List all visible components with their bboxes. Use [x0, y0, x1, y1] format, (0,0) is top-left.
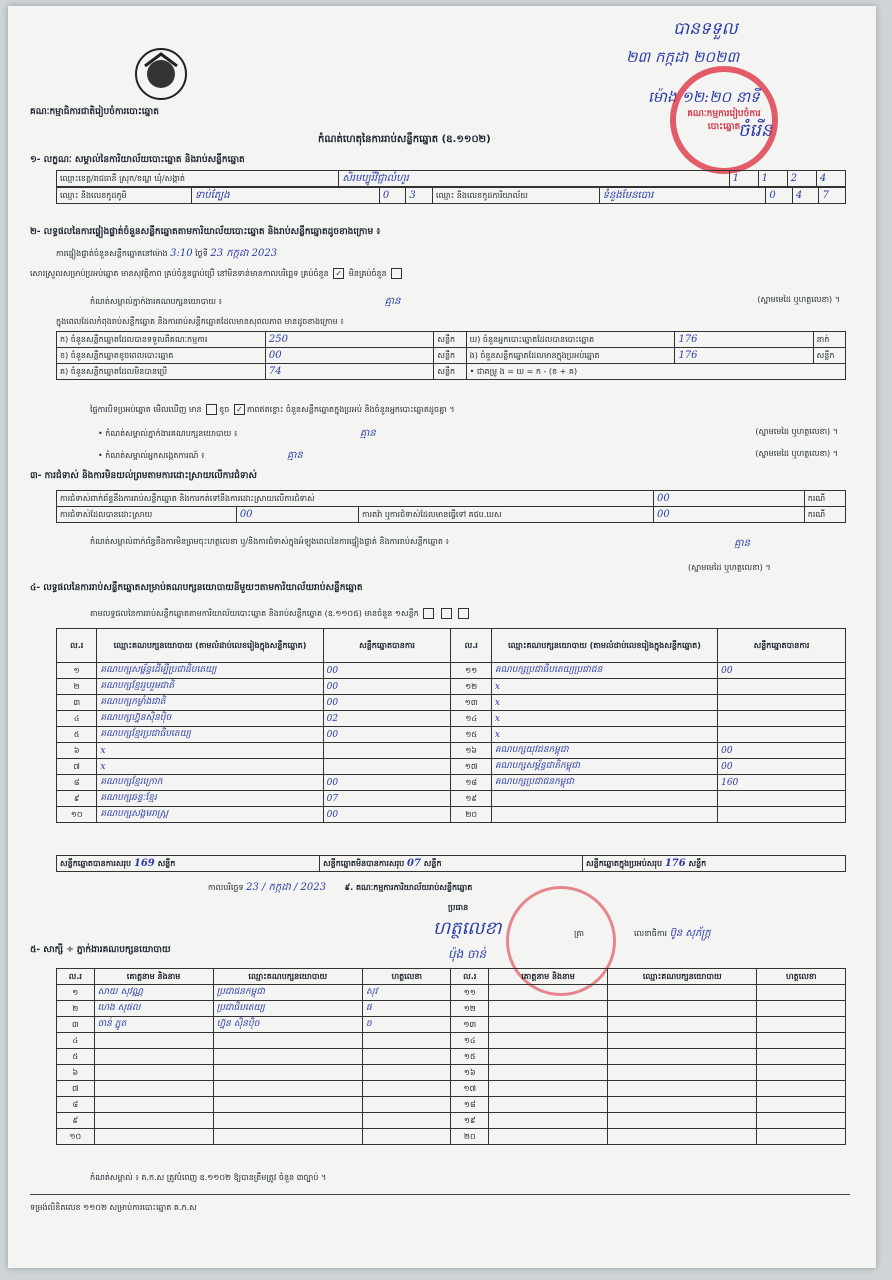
witness-party: ប្រជាធិបតេយ្យ	[213, 1001, 362, 1017]
row-number: ១	[57, 663, 97, 679]
witness-signature	[363, 1065, 451, 1081]
row-number: ១៩	[451, 1113, 489, 1129]
row-number: ៥	[57, 727, 97, 743]
vote-count: 00	[718, 743, 846, 759]
count-b-value: 00	[265, 348, 433, 364]
row-number: ១៣	[451, 1017, 489, 1033]
row-number: ៣	[57, 1017, 95, 1033]
witness-name	[489, 1097, 608, 1113]
row-number: ៧	[57, 759, 97, 775]
witness-name	[489, 1129, 608, 1145]
row-number: ១	[57, 985, 95, 1001]
witness-signature	[757, 985, 846, 1001]
row-number: ៨	[57, 775, 97, 791]
polling-station-table: ឈ្មោះ និងលេខកូដភូមិ ទាប់ត្បែង 0 3 ឈ្មោះ និងលេខកូដការិយាល័យ ទំនួងមែនបោរ 0 4 7	[56, 187, 846, 204]
witness-signature	[363, 1113, 451, 1129]
row-number: ១២	[451, 679, 491, 695]
witness-name	[489, 1113, 608, 1129]
row-number: ៤	[57, 711, 97, 727]
total-invalid-value: 07	[407, 857, 421, 869]
table-row	[57, 775, 846, 791]
count-a-value: 250	[265, 332, 433, 348]
vote-count: 00	[323, 695, 451, 711]
witness-party	[213, 1081, 362, 1097]
witness-table: ល.រ គោត្តនាម និងនាម ឈ្មោះគណបក្សនយោបាយ ហត្ថលេខា ល.រ គោត្តនាម និងនាម ឈ្មោះគណបក្សនយោបាយ ហត្ថលេខា ១ សាយ សុវណ្ណ ប្រជាជនកម្ពុជា សុវ ១១ ២ ហេង សុផល ប្រជាធិបតេយ្យ ផ ១២ ៣ ចាន់ ភ្នូត ហ្វ៊ុន ស៊ិនប៉ិច ច ១៣ ៤ ១៤ ៥ ១៥ ៦ ១៦ ៧ ១៧ ៨ ១៨ ៩ ១៩ ១០ ២០	[56, 968, 846, 1145]
party-name: គណបក្សហ្វ៊ុនស៊ិនប៉ិច	[97, 711, 323, 727]
total-ballots-value: 176	[664, 857, 686, 869]
observer-remark-2: • កំណត់សម្គាល់ភ្នាក់ងារគណបក្សនយោបាយ ៖ គ្មាន (ស្នាមមេដៃ ឬហត្ថលេខា) ។	[98, 427, 838, 439]
section-5-heading: ៥- សាក្សី ÷ ភ្នាក់ងារគណបក្សនយោបាយ	[30, 945, 171, 955]
row-number: ១៧	[451, 1081, 489, 1097]
observer-remark-4: កំណត់សម្គាល់ពាក់ព័ន្ធនឹងការមិនព្រមចុះហត្ថលេខា ឬ/និងការជំទាស់ក្នុងអំឡុងពេលនៃការផ្ទៀងផ្ទាត់ និងការរាប់សន្លឹកឆ្នោត ៖ គ្មាន	[90, 537, 750, 549]
witness-name	[489, 1001, 608, 1017]
vote-count: 00	[323, 679, 451, 695]
checkbox-incomplete[interactable]	[391, 268, 402, 279]
party-name: គណបក្សសម្ព័ន្ធដើម្បីប្រជាធិបតេយ្យ	[97, 663, 323, 679]
count-intro: ក្នុងពេលដែលកំពុងរាប់សន្លឹកឆ្នោត និងការរាប់សន្លឹកឆ្នោតដែលមានសុពលភាព មានដូចខាងក្រោម ៖	[56, 317, 344, 326]
row-number: ៥	[57, 1049, 95, 1065]
footer-form-id: ទម្រង់លិខិតលេខ ១១០២ សម្រាប់ការបោះឆ្នោត គ.ក.ស	[30, 1203, 197, 1212]
witness-signature	[757, 1113, 846, 1129]
vote-count: 00	[718, 663, 846, 679]
section-4-heading: ៤- លទ្ធផលនៃការរាប់សន្លឹកឆ្នោតសម្រាប់គណបក្សនយោបាយនីមួយៗតាមការិយាល័យរាប់សន្លឹកឆ្នោត	[30, 583, 363, 593]
witness-signature	[363, 1129, 451, 1145]
witness-signature	[757, 1065, 846, 1081]
opening-statement: ការផ្ទៀងផ្ទាត់ចំនួនសន្លឹកឆ្នោតនៅម៉ោង 3:10 ថ្ងៃទី 23 កក្កដា 2023	[56, 248, 278, 259]
row-number: ១៨	[451, 1097, 489, 1113]
receipt-note-time: ម៉ោង ១២:២០ នាទី	[648, 88, 760, 106]
witness-party	[608, 1017, 757, 1033]
witness-party	[608, 1113, 757, 1129]
table-row	[57, 679, 846, 695]
table-row	[57, 1097, 846, 1113]
row-number: ១៣	[451, 695, 491, 711]
row-number: ៩	[57, 791, 97, 807]
witness-signature	[757, 1017, 846, 1033]
party-results-table: ល.រ ឈ្មោះគណបក្សនយោបាយ (តាមលំដាប់លេខរៀងក្នុងសន្លឹកឆ្នោត) សន្លឹកឆ្នោតបានការ ល.រ ឈ្មោះគណបក្សនយោបាយ (តាមលំដាប់លេខរៀងក្នុងសន្លឹកឆ្នោត) សន្លឹកឆ្នោតបានការ ១ គណបក្សសម្ព័ន្ធដើម្បីប្រជាធិបតេយ្យ 00 ១១ គណបក្សប្រជាធិបតេយ្យប្រជាជន 00 ២ គណបក្សខ្មែររួបរួមជាតិ 00 ១២ x ៣ គណបក្សកម្លាំងជាតិ 00 ១៣ x ៤ គណបក្សហ្វ៊ុនស៊ិនប៉ិច 02 ១៤ x ៥ គណបក្សខ្មែរប្រជាធិបតេយ្យ 00 ១៥ x ៦ x ១៦ គណបក្សយុវជនកម្ពុជា 00 ៧ x ១៧ គណបក្សសម្ព័ន្ធជាតិកម្ពុជា 00 ៨ គណបក្សខ្មែរក្រោក 00 ១៨ គណបក្សប្រជាជនកម្ពុជា 160 ៩ គណបក្សឆន្ទៈខ្មែរ 07 ១៩ ១០ គណបក្សសង្គមរាស្ត្រ 00 ២០	[56, 628, 846, 823]
table-row	[57, 1033, 846, 1049]
count-d-value: 176	[675, 348, 813, 364]
table-row	[57, 1001, 846, 1017]
witness-signature: សុវ	[363, 985, 451, 1001]
vote-count: 07	[323, 791, 451, 807]
party-totals-table: សន្លឹកឆ្នោតបានការសរុប 169 សន្លឹក សន្លឹកឆ្នោតមិនបានការសរុប 07 សន្លឹក សន្លឹកឆ្នោតក្នុងប្រអប់សរុប 176 សន្លឹក	[56, 855, 846, 872]
party-name	[491, 807, 717, 823]
table-row	[57, 1017, 846, 1033]
witness-name: សាយ សុវណ្ណ	[94, 985, 213, 1001]
row-number: ១៤	[451, 711, 491, 727]
table-row	[57, 791, 846, 807]
witness-name	[94, 1065, 213, 1081]
count-c-value: 74	[265, 364, 433, 380]
seal-condition: ផ្ទៃការបិទប្រអប់ឆ្នោត មើលឃើញ មាន ខូច ✓ ភាពឥតខ្ចោះ ចំនួនសន្លឹកឆ្នោតក្នុងប្រអប់ និងចំនួនអ្នកបោះឆ្នោតដូចគ្នា ។	[90, 405, 455, 414]
vote-count: 00	[323, 807, 451, 823]
vote-count	[718, 727, 846, 743]
polling-info-table: ឈ្មោះខេត្ត/រាជធានី ស្រុក/ខណ្ឌ ឃុំ/សង្កាត់ សិរមប្បូរីវិជ្ជាលំហូរ 1 1 2 4	[56, 170, 846, 187]
witness-name	[94, 1097, 213, 1113]
table-row	[57, 663, 846, 679]
ballot-box-statement: សោរស្រួលសម្រាប់ប្រអប់ឆ្នោត មានសុវត្ថិភាព គ្រប់ចំនួនធ្លាប់ប្រើ នៅមិនទាន់មានកាលបរិច្ឆេទ គ្រប់ចំនួន ✓ មិនគ្រប់ចំនួន	[30, 268, 404, 280]
witness-name: ហេង សុផល	[94, 1001, 213, 1017]
row-number: ១៤	[451, 1033, 489, 1049]
chief-name: ប៉ុង ចាន់	[448, 947, 487, 961]
witness-party	[213, 1033, 362, 1049]
witness-party: ហ្វ៊ុន ស៊ិនប៉ិច	[213, 1017, 362, 1033]
witness-name	[94, 1129, 213, 1145]
witness-signature	[757, 1033, 846, 1049]
witness-signature	[363, 1081, 451, 1097]
witness-signature	[757, 1097, 846, 1113]
vote-count: 00	[323, 775, 451, 791]
party-name: x	[97, 743, 323, 759]
table-row	[57, 759, 846, 775]
row-number: ២	[57, 1001, 95, 1017]
witness-name	[489, 1065, 608, 1081]
row-number: ៩	[57, 1113, 95, 1129]
footer-note: កំណត់សម្គាល់ ៖ គ.ក.ស ត្រូវបំពេញ ឧ.១១០២ ឱ្យបានត្រឹមត្រូវ ចំនួន ៣ច្បាប់ ។	[90, 1173, 327, 1182]
witness-party	[213, 1065, 362, 1081]
complaints-count-2: 00	[236, 507, 358, 523]
vote-count	[323, 743, 451, 759]
witness-party	[608, 1065, 757, 1081]
row-number: ៣	[57, 695, 97, 711]
witness-name	[94, 1033, 213, 1049]
secretary-name: ប៊ូន សុភ័ក្ត្រ	[669, 928, 711, 939]
witness-signature: ច	[363, 1017, 451, 1033]
row-number: ១១	[451, 985, 489, 1001]
party-name: x	[491, 695, 717, 711]
witness-party	[213, 1097, 362, 1113]
party-name: x	[97, 759, 323, 775]
vote-count	[718, 791, 846, 807]
witness-party	[608, 1001, 757, 1017]
table-row	[57, 727, 846, 743]
chief-signature: ហត្ថលេខា	[433, 918, 502, 939]
observer-remark-3: • កំណត់សម្គាល់អ្នកសង្កេតការណ៍ ៖ គ្មាន (ស្នាមមេដៃ ឬហត្ថលេខា) ។	[98, 449, 838, 461]
table-row	[57, 743, 846, 759]
witness-signature: ផ	[363, 1001, 451, 1017]
section-4-intro: តាមលទ្ធផលនៃការរាប់សន្លឹកឆ្នោតតាមការិយាល័យបោះឆ្នោត និងរាប់សន្លឹកឆ្នោត (ឧ.១១០៥) មានចំនួន ១សន្លឹក	[90, 608, 471, 620]
complaints-count-1: 00	[653, 491, 804, 507]
witness-party	[213, 1129, 362, 1145]
witness-name	[94, 1113, 213, 1129]
row-number: ១៦	[451, 743, 491, 759]
commission-name: គណៈកម្មាធិការជាតិរៀបចំការបោះឆ្នោត	[30, 107, 159, 117]
row-number: ១៥	[451, 1049, 489, 1065]
party-name: គណបក្សសម្ព័ន្ធជាតិកម្ពុជា	[491, 759, 717, 775]
vote-count: 00	[323, 663, 451, 679]
party-name: គណបក្សខ្មែរក្រោក	[97, 775, 323, 791]
total-valid-value: 169	[133, 857, 155, 869]
complaints-table: ការជំទាស់ពាក់ព័ន្ធនឹងការរាប់សន្លឹកឆ្នោត និងការកត់ទៅនឹងការដោះស្រាយលើការជំទាស់ 00 ករណី ការជំទាស់ដែលបានដោះស្រាយ 00 ការតវ៉ា ឬការជំទាស់ដែលមានធ្វើទៅ គជប.ឃស 00 ករណី	[56, 490, 846, 523]
party-name: x	[491, 679, 717, 695]
party-name: គណបក្សសង្គមរាស្ត្រ	[97, 807, 323, 823]
row-number: ៨	[57, 1097, 95, 1113]
row-number: ៦	[57, 1065, 95, 1081]
witness-name	[94, 1081, 213, 1097]
vote-count	[718, 679, 846, 695]
receipt-note-date: ២៣ កក្កដា ២០២៣	[626, 48, 740, 66]
row-number: ១៧	[451, 759, 491, 775]
party-name: គណបក្សខ្មែរប្រជាធិបតេយ្យ	[97, 727, 323, 743]
receipt-note-title: បានទទួល	[673, 19, 738, 39]
witness-party	[608, 1129, 757, 1145]
table-row	[57, 695, 846, 711]
witness-name: ចាន់ ភ្នូត	[94, 1017, 213, 1033]
row-number: ២០	[451, 1129, 489, 1145]
document-page: គណៈកម្មាធិការជាតិរៀបចំការបោះឆ្នោត បានទទួល ២៣ កក្កដា ២០២៣ ម៉ោង ១២:២០ នាទី ចំរើន គណៈកម្មការរៀបចំការបោះឆ្នោត កំណត់ហេតុនៃការរាប់សន្លឹកឆ្នោត (ឧ.១១០២) ១- លក្ខណៈ សម្គាល់នៃការិយាល័យបោះឆ្នោត និងរាប់សន្លឹកឆ្នោត ឈ្មោះខេត្ត/រាជធានី ស្រុក/ខណ្ឌ ឃុំ/សង្កាត់ សិរមប្បូរីវិជ្ជាលំហូរ 1 1 2 4 ឈ្មោះ និងលេខកូដភូមិ ទាប់ត្បែង 0 3 ឈ្មោះ និងលេខកូដការិយាល័យ ទំនួងមែនបោរ 0 4 7 ២- លទ្ធផលនៃការផ្ទៀងផ្ទាត់ចំនួនសន្លឹកឆ្នោតតាមការិយាល័យបោះឆ្នោត និងរាប់សន្លឹកឆ្នោតដូចខាងក្រោម ៖ ការផ្ទៀងផ្ទាត់ចំនួនសន្លឹកឆ្នោតនៅម៉ោង 3:10 ថ្ងៃទី 23 កក្កដា 2023 សោរស្រួលសម្រាប់ប្រអប់ឆ្នោត មានសុវត្ថិភាព គ្រប់ចំនួនធ្លាប់ប្រើ នៅមិនទាន់មានកាលបរិច្ឆេទ គ្រប់ចំនួន ✓ មិនគ្រប់ចំនួន កំណត់សម្គាល់ភ្នាក់ងារគណបក្សនយោបាយ ៖ គ្មាន (ស្នាមមេដៃ ឬហត្ថលេខា) ។ ក្នុងពេលដែលកំពុងរាប់សន្លឹកឆ្នោត និងការរាប់សន្លឹកឆ្នោតដែលមានសុពលភាព មានដូចខាងក្រោម ៖ ក) ចំនួនសន្លឹកឆ្នោតដែលបានទទួលពីគណៈកម្មការ 250 សន្លឹក ឃ) ចំនួនអ្នកបោះឆ្នោតដែលបានបោះឆ្នោត 176 នាក់ ខ) ចំនួនសន្លឹកឆ្នោតខូចពេលបោះឆ្នោត 00 សន្លឹក ង) ចំនួនសន្លឹកឆ្នោតដែលមានក្នុងប្រអប់ឆ្នោត 176 សន្លឹក គ) ចំនួនសន្លឹកឆ្នោតដែលមិនបានប្រើ 74 សន្លឹក • ជាគម្រូ ង = ឃ = ក - (ខ + គ) ផ្ទៃការបិទប្រអប់ឆ្នោត មើលឃើញ មាន ខូច ✓ ភាពឥតខ្ចោះ ចំនួនសន្លឹកឆ្នោតក្នុងប្រអប់ និងចំនួនអ្នកបោះឆ្នោតដូចគ្នា ។ • កំណត់សម្គាល់ភ្នាក់ងារគណបក្សនយោបាយ ៖ គ្មាន (ស្នាមមេដៃ ឬហត្ថលេខា) ។ • កំណត់សម្គាល់អ្នកសង្កេតការណ៍ ៖ គ្មាន (ស្នាមមេដៃ ឬហត្ថលេខា) ។ ៣- ការជំទាស់ និងការមិនយល់ព្រមតាមការដោះស្រាយលើការជំទាស់ ការជំទាស់ពាក់ព័ន្ធនឹងការរាប់សន្លឹកឆ្នោត និងការកត់ទៅនឹងការដោះស្រាយលើការជំទាស់ 00 ករណី ការជំទាស់ដែលបានដោះស្រាយ 00 ការតវ៉ា ឬការជំទាស់ដែលមានធ្វើទៅ គជប.ឃស 00 ករណី កំណត់សម្គាល់ពាក់ព័ន្ធនឹងការមិនព្រមចុះហត្ថលេខា ឬ/និងការជំទាស់ក្នុងអំឡុងពេលនៃការផ្ទៀងផ្ទាត់ និងការរាប់សន្លឹកឆ្នោត ៖ គ្មាន (ស្នាមមេដៃ ឬហត្ថលេខា) ។ ៤- លទ្ធផលនៃការរាប់សន្លឹកឆ្នោតសម្រាប់គណបក្សនយោបាយនីមួយៗតាមការិយាល័យរាប់សន្លឹកឆ្នោត តាមលទ្ធផលនៃការរាប់សន្លឹកឆ្នោតតាមការិយាល័យបោះឆ្នោត និងរាប់សន្លឹកឆ្នោត (ឧ.១១០៥) មានចំនួន ១សន្លឹក ល.រ ឈ្មោះគណបក្សនយោបាយ (តាមលំដាប់លេខរៀងក្នុងសន្លឹកឆ្នោត) សន្លឹកឆ្នោតបានការ ល.រ ឈ្មោះគណបក្សនយោបាយ (តាមលំដាប់លេខរៀងក្នុងសន្លឹកឆ្នោត) សន្លឹកឆ្នោតបានការ ១ គណបក្សសម្ព័ន្ធដើម្បីប្រជាធិបតេយ្យ 00 ១១ គណបក្សប្រជាធិបតេយ្យប្រជាជន 00 ២ គណបក្សខ្មែររួបរួមជាតិ 00 ១២ x ៣ គណបក្សកម្លាំងជាតិ 00 ១៣ x ៤ គណបក្សហ្វ៊ុនស៊ិនប៉ិច 02 ១៤ x ៥ គណបក្សខ្មែរប្រជាធិបតេយ្យ 00 ១៥ x ៦ x ១៦ គណបក្សយុវជនកម្ពុជា 00 ៧ x ១៧ គណបក្សសម្ព័ន្ធជាតិកម្ពុជា 00 ៨ គណបក្សខ្មែរក្រោក 00 ១៨ គណបក្សប្រជាជនកម្ពុជា 160 ៩ គណបក្សឆន្ទៈខ្មែរ 07 ១៩ ១០ គណបក្សសង្គមរាស្ត្រ 00 ២០ សន្លឹកឆ្នោតបានការសរុប 169 សន្លឹក សន្លឹកឆ្នោតមិនបានការសរុប 07 សន្លឹក សន្លឹកឆ្នោតក្នុងប្រអប់សរុប 176 សន្លឹក កាលបរិច្ឆេទ 23 / កក្កដា / 2023 ៩. គណៈកម្មការការិយាល័យរាប់សន្លឹកឆ្នោត ប្រធាន ហត្ថលេខា ត្រា ប៉ុង ចាន់ លេខាធិការ ប៊ូន សុភ័ក្ត្រ ៥- សាក្សី ÷ ភ្នាក់ងារគណបក្សនយោបាយ ល.រ គោត្តនាម និងនាម ឈ្មោះគណបក្សនយោបាយ ហត្ថលេខា ល.រ គោត្តនាម និងនាម ឈ្មោះគណបក្សនយោបាយ ហត្ថលេខា ១ សាយ សុវណ្ណ ប្រជាជនកម្ពុជា សុវ ១១ ២ ហេង សុផល ប្រជាធិបតេយ្យ ផ ១២ ៣ ចាន់ ភ្នូត ហ្វ៊ុន ស៊ិនប៉ិច ច ១៣ ៤ ១៤ ៥ ១៥ ៦ ១៦ ៧ ១៧ ៨ ១៨ ៩ ១៩ ១០ ២០ កំណត់សម្គាល់ ៖ គ.ក.ស ត្រូវបំពេញ ឧ.១១០២ ឱ្យបានត្រឹមត្រូវ ចំនួន ៣ច្បាប់ ។ ទម្រង់លិខិតលេខ ១១០២ សម្រាប់ការបោះឆ្នោត គ.ក.ស	[8, 6, 876, 1268]
party-name: គណបក្សប្រជាធិបតេយ្យប្រជាជន	[491, 663, 717, 679]
row-number: ៧	[57, 1081, 95, 1097]
row-number: ១២	[451, 1001, 489, 1017]
row-number: ១៩	[451, 791, 491, 807]
vote-count: 160	[718, 775, 846, 791]
witness-signature	[757, 1001, 846, 1017]
witness-party: ប្រជាជនកម្ពុជា	[213, 985, 362, 1001]
party-name: x	[491, 727, 717, 743]
vote-count: 02	[323, 711, 451, 727]
row-number: ៤	[57, 1033, 95, 1049]
ballot-count-table: ក) ចំនួនសន្លឹកឆ្នោតដែលបានទទួលពីគណៈកម្មការ 250 សន្លឹក ឃ) ចំនួនអ្នកបោះឆ្នោតដែលបានបោះឆ្នោត 176 នាក់ ខ) ចំនួនសន្លឹកឆ្នោតខូចពេលបោះឆ្នោត 00 សន្លឹក ង) ចំនួនសន្លឹកឆ្នោតដែលមានក្នុងប្រអប់ឆ្នោត 176 សន្លឹក គ) ចំនួនសន្លឹកឆ្នោតដែលមិនបានប្រើ 74 សន្លឹក • ជាគម្រូ ង = ឃ = ក - (ខ + គ)	[56, 331, 846, 380]
party-name: គណបក្សប្រជាជនកម្ពុជា	[491, 775, 717, 791]
count-b2-value: 176	[675, 332, 813, 348]
party-name: គណបក្សយុវជនកម្ពុជា	[491, 743, 717, 759]
form-title: កំណត់ហេតុនៃការរាប់សន្លឹកឆ្នោត (ឧ.១១០២)	[318, 134, 491, 145]
section-3-heading: ៣- ការជំទាស់ និងការមិនយល់ព្រមតាមការដោះស្រាយលើការជំទាស់	[30, 471, 257, 481]
witness-party	[608, 1081, 757, 1097]
witness-party	[213, 1049, 362, 1065]
witness-signature	[363, 1049, 451, 1065]
table-row	[57, 1129, 846, 1145]
table-row	[57, 807, 846, 823]
witness-name	[489, 985, 608, 1001]
row-number: ១៨	[451, 775, 491, 791]
witness-name	[489, 1017, 608, 1033]
witness-party	[608, 1049, 757, 1065]
party-name: គណបក្សខ្មែររួបរួមជាតិ	[97, 679, 323, 695]
witness-signature	[757, 1129, 846, 1145]
row-number: ៦	[57, 743, 97, 759]
witness-party	[213, 1113, 362, 1129]
receipt-note-signature: ចំរើន	[738, 120, 773, 141]
signing-date: កាលបរិច្ឆេទ 23 / កក្កដា / 2023 ៩. គណៈកម្មការការិយាល័យរាប់សន្លឹកឆ្នោត	[208, 882, 473, 893]
row-number: ១១	[451, 663, 491, 679]
witness-party	[608, 1033, 757, 1049]
station-location: ទំនួងមែនបោរ	[599, 188, 766, 204]
emblem-icon	[130, 46, 192, 102]
observer-remark-1: កំណត់សម្គាល់ភ្នាក់ងារគណបក្សនយោបាយ ៖ គ្មាន (ស្នាមមេដៃ ឬហត្ថលេខា) ។	[90, 295, 840, 307]
row-number: ២	[57, 679, 97, 695]
vote-count: 00	[323, 727, 451, 743]
witness-name	[489, 1049, 608, 1065]
table-row	[57, 1049, 846, 1065]
party-name: x	[491, 711, 717, 727]
official-stamp-top: គណៈកម្មការរៀបចំការបោះឆ្នោត	[670, 66, 778, 174]
witness-signature	[363, 1097, 451, 1113]
party-name	[491, 791, 717, 807]
table-row	[57, 1081, 846, 1097]
village-name: ទាប់ត្បែង	[191, 188, 379, 204]
witness-name	[94, 1049, 213, 1065]
section-2-heading: ២- លទ្ធផលនៃការផ្ទៀងផ្ទាត់ចំនួនសន្លឹកឆ្នោតតាមការិយាល័យបោះឆ្នោត និងរាប់សន្លឹកឆ្នោតដូចខាងក្រោម ៖	[30, 227, 381, 237]
checkbox-complete[interactable]: ✓	[333, 268, 344, 279]
table-row	[57, 1113, 846, 1129]
row-number: ១០	[57, 807, 97, 823]
row-number: ១៥	[451, 727, 491, 743]
table-row	[57, 1065, 846, 1081]
witness-name	[489, 1081, 608, 1097]
table-row	[57, 711, 846, 727]
row-number: ២០	[451, 807, 491, 823]
vote-count	[718, 807, 846, 823]
party-name: គណបក្សឆន្ទៈខ្មែរ	[97, 791, 323, 807]
vote-count	[323, 759, 451, 775]
witness-signature	[363, 1033, 451, 1049]
section-1-heading: ១- លក្ខណៈ សម្គាល់នៃការិយាល័យបោះឆ្នោត និងរាប់សន្លឹកឆ្នោត	[30, 155, 245, 165]
complaints-count-3: 00	[653, 507, 804, 523]
row-number: ១៦	[451, 1065, 489, 1081]
table-row	[57, 985, 846, 1001]
witness-party	[608, 1097, 757, 1113]
vote-count	[718, 695, 846, 711]
party-name: គណបក្សកម្លាំងជាតិ	[97, 695, 323, 711]
vote-count	[718, 711, 846, 727]
witness-name	[489, 1033, 608, 1049]
witness-party	[608, 985, 757, 1001]
row-number: ១០	[57, 1129, 95, 1145]
commune-name: សិរមប្បូរីវិជ្ជាលំហូរ	[339, 171, 729, 187]
witness-signature	[757, 1049, 846, 1065]
vote-count: 00	[718, 759, 846, 775]
witness-signature	[757, 1081, 846, 1097]
